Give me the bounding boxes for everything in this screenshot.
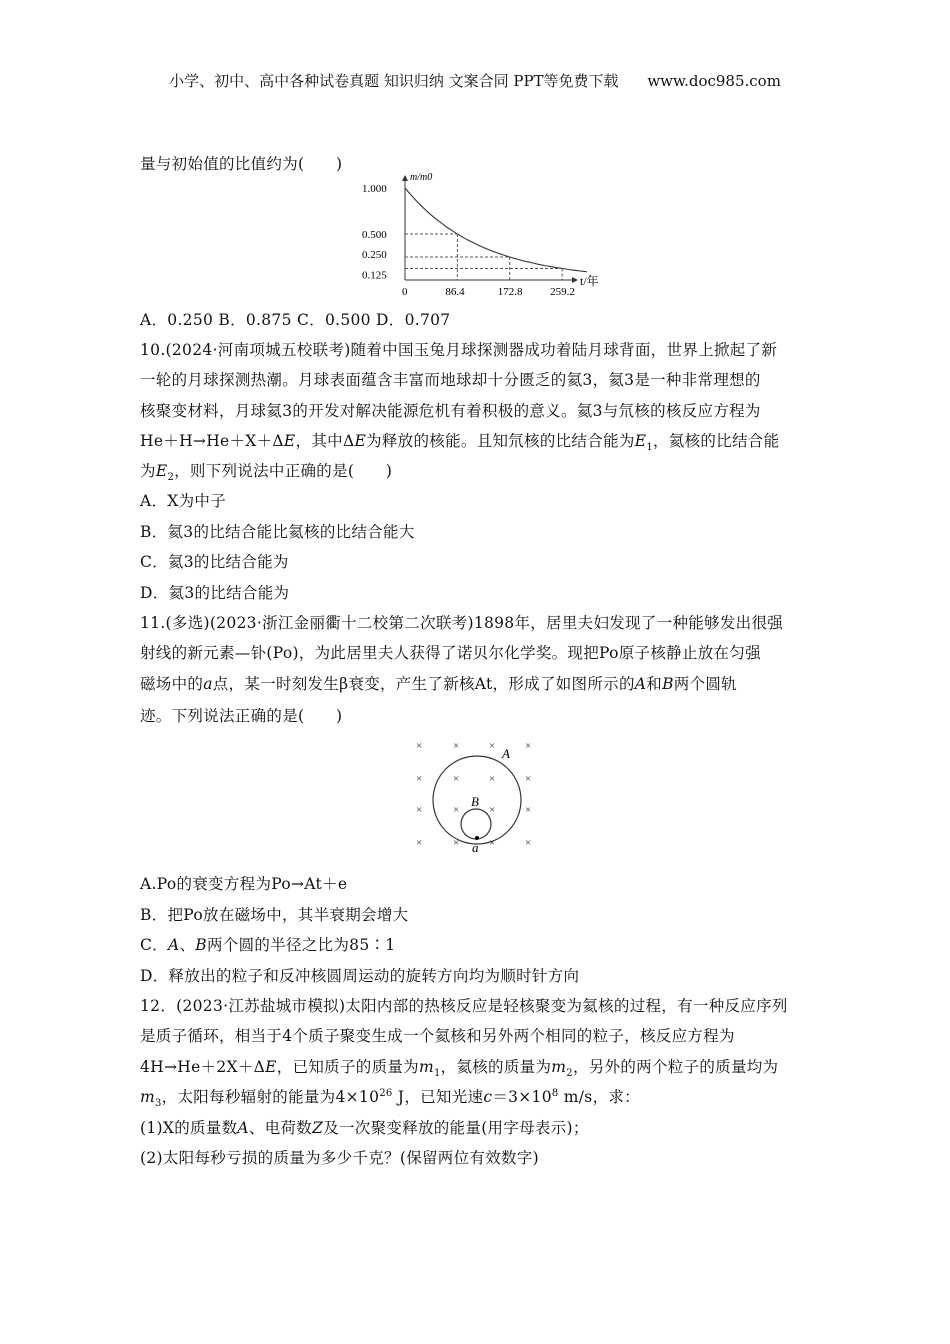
text-segment: A (167, 936, 180, 954)
text-segment: 26 (379, 1087, 393, 1099)
y-arrow-icon (402, 175, 408, 181)
text-segment: m (140, 1088, 155, 1106)
text-line (140, 1146, 539, 1168)
text-segment: 1 (433, 1068, 441, 1080)
cross-mark: × (489, 773, 496, 785)
x-tick-label: 0 (402, 286, 408, 298)
text-segment: 迹。下列说法正确的是( ) (140, 707, 343, 725)
cross-mark: × (525, 773, 532, 785)
text-segment: (2)太阳每秒亏损的质量为多少千克？(保留两位有效数字) (140, 1149, 539, 1167)
decay-curve (405, 188, 587, 272)
cross-mark: × (489, 740, 496, 752)
text-segment: m (551, 1058, 567, 1076)
cross-mark: × (525, 804, 532, 816)
label-B: B (471, 794, 479, 809)
text-segment: 量与初始值的比值约为( ) (140, 155, 343, 173)
text-segment: C． (140, 936, 168, 954)
x-tick-label: 86.4 (445, 286, 465, 298)
text-line (140, 520, 415, 542)
text-segment: 城五校 (265, 341, 313, 359)
text-segment: ，太阳每秒辐射的能量为4×10 (161, 1088, 380, 1106)
text-segment: 4H→He＋2X＋Δ (140, 1058, 266, 1076)
page-header (0, 70, 950, 91)
text-line (140, 933, 395, 955)
text-segment: (1)X的质量数 (140, 1119, 238, 1137)
text-segment: 磁场中的 (140, 675, 204, 693)
text-line (140, 704, 342, 726)
text-segment: E (634, 432, 647, 450)
header-text: 小学、初中、高中各种试卷真题 知识归纳 文案合同 PPT等免费下载 (169, 72, 619, 90)
text-line (140, 994, 788, 1016)
text-line (140, 1116, 589, 1138)
text-segment: C．氦3的比结合能为 (140, 553, 289, 571)
y-tick-label: 0.125 (362, 269, 387, 282)
text-segment: 一轮的月球探测热潮。月球表面蕴含丰富而地球却十分匮乏的氦3，氦3是一种非常理想的 (140, 371, 761, 389)
text-line (140, 964, 579, 986)
text-line (140, 308, 450, 330)
text-segment: 2 (167, 472, 175, 484)
cross-mark: × (416, 804, 423, 816)
text-line (140, 550, 289, 572)
text-segment: A (237, 1119, 249, 1137)
text-segment: D．氦3的比结合能为 (140, 584, 290, 602)
cross-mark: × (489, 837, 496, 849)
text-segment: 项 (249, 341, 266, 359)
text-segment: ＝3×10 (492, 1088, 552, 1106)
text-segment: 8 (551, 1087, 559, 1099)
cross-mark: × (416, 773, 423, 785)
text-segment: 点，某一时刻发生β衰变，产生了新核At，形成了如图所示的 (212, 675, 635, 693)
text-segment: ，氦核的比结合能 (652, 432, 780, 450)
decay-chart (360, 168, 600, 303)
text-segment: A (634, 675, 647, 693)
text-segment: 为 (140, 462, 156, 480)
text-segment: )随着中国玉兔月球探测器成功着陆月球背面，世界上掀起了新 (344, 341, 778, 359)
text-line (140, 152, 342, 174)
text-line (140, 611, 783, 633)
label-a: a (472, 840, 479, 855)
text-segment: B．氦3的比结合能比氦核的比结合能大 (140, 523, 415, 541)
text-segment: E (354, 432, 367, 450)
text-segment: 为释放的核能。且知氘核的比结合能为 (366, 432, 635, 450)
text-line (140, 1024, 735, 1046)
x-axis-label: t/年 (580, 274, 599, 288)
text-segment: ，则下列说法中正确的是( ) (174, 462, 393, 480)
x-arrow-icon (572, 277, 578, 283)
text-segment: ，氦核的质量为 (440, 1058, 552, 1076)
text-line (140, 1055, 778, 1079)
text-segment: ，其中Δ (295, 432, 355, 450)
label-A: A (502, 746, 510, 761)
y-tick-label: 0.250 (362, 249, 387, 261)
text-line (140, 338, 777, 360)
text-segment: ，另外的两个粒子的质量均为 (572, 1058, 779, 1076)
cross-mark: × (453, 804, 460, 816)
text-segment: 2 (566, 1068, 573, 1080)
text-line (140, 872, 347, 894)
cross-mark: × (525, 837, 532, 849)
text-segment: 、电荷数 (248, 1119, 313, 1137)
text-segment: 射线的新元素—钋(Po)，为此居里夫人获得了诺贝尔化学奖。现把Po原子核静止放在匀强 (140, 644, 761, 662)
cross-mark: × (489, 804, 496, 816)
text-segment: a (203, 675, 213, 693)
text-segment: He＋H→He＋X＋Δ (140, 432, 284, 450)
x-tick-label: 172.8 (497, 286, 523, 298)
header-url: www.doc985.com (647, 72, 781, 90)
text-segment: Z (312, 1119, 324, 1137)
text-segment: A.Po的衰变方程为Po→At＋e (140, 875, 348, 893)
y-axis-label: m/m0 (410, 172, 433, 183)
text-segment: B (662, 675, 674, 693)
text-line (140, 672, 737, 694)
cross-mark: × (453, 837, 460, 849)
text-segment: 两个圆的半径之比为85∶1 (206, 936, 396, 954)
text-segment: D．释放出的粒子和反冲核圆周运动的旋转方向均为顺时针方向 (140, 967, 580, 985)
text-line (140, 459, 392, 483)
x-tick-label: 259.2 (550, 286, 575, 298)
y-tick-label: 0.500 (362, 229, 387, 241)
text-segment: 核聚变材料，月球氦3的开发对解决能源危机有着积极的意义。氦3与氘核的核反应方程为 (140, 402, 761, 420)
text-segment: m/s，求： (558, 1088, 640, 1106)
text-segment: A．X为中子 (140, 492, 227, 510)
text-segment: E (265, 1058, 277, 1076)
text-segment: J，已知光速 (392, 1088, 484, 1106)
text-line (140, 903, 408, 925)
text-line (140, 429, 779, 453)
text-line (140, 368, 761, 390)
text-segment: c (483, 1088, 493, 1106)
text-line (140, 641, 761, 663)
track-b (461, 809, 491, 839)
cross-mark: × (453, 773, 460, 785)
text-segment: 和 (646, 675, 663, 693)
text-segment: 3 (155, 1098, 162, 1110)
text-segment: A．0.250 B．0.875 C．0.500 D．0.707 (140, 311, 451, 329)
text-line (140, 489, 226, 511)
text-segment: B．把Po放在磁场中，其半衰期会增大 (140, 906, 409, 924)
text-segment: ，已知质子的质量为 (276, 1058, 419, 1076)
text-line (140, 581, 289, 603)
text-segment: 联考 (312, 341, 345, 359)
cross-mark: × (416, 740, 423, 752)
text-segment: 是质子循环，相当于4个质子聚变生成一个氦核和另外两个相同的粒子，核反应方程为 (140, 1027, 735, 1045)
y-tick-label: 1.000 (362, 183, 387, 195)
text-segment: 11.(多选)(2023·浙江金丽衢十二校第二次联考)1898年，居里夫妇发现了一种能够发出很强 (140, 614, 784, 632)
text-segment: 、 (179, 936, 196, 954)
text-segment: B (195, 936, 207, 954)
text-segment: 12．(2023·江苏盐城市模拟)太阳内部的热核反应是轻核聚变为氦核的过程，有一种反应序列 (140, 997, 788, 1015)
text-segment: E (155, 462, 168, 480)
text-segment: m (418, 1058, 434, 1076)
cross-mark: × (525, 740, 532, 752)
text-line (140, 1085, 640, 1109)
text-segment: 10.(2024·河南 (140, 341, 250, 359)
text-line (140, 399, 761, 421)
text-segment: E (283, 432, 296, 450)
text-segment: 1 (646, 442, 653, 454)
text-segment: 及一次聚变释放的能量(用字母表示)； (323, 1119, 589, 1137)
cross-mark: × (453, 740, 460, 752)
cross-mark: × (416, 837, 423, 849)
text-segment: 两个圆轨 (673, 675, 737, 693)
magnetic-field-figure (400, 730, 550, 860)
